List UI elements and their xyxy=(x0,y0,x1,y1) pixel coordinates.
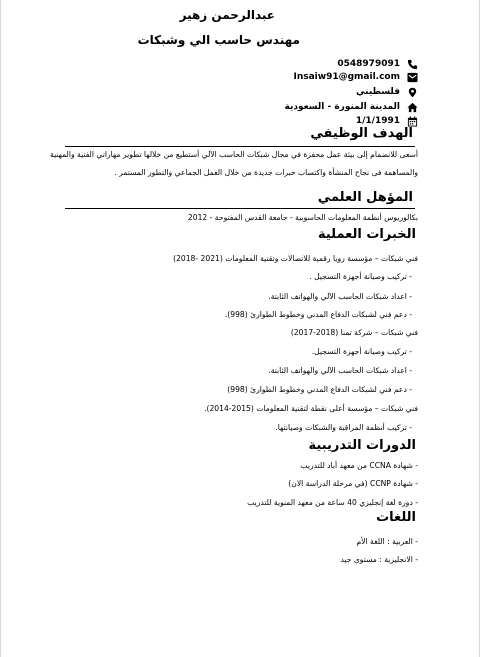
language-line: - الانجليزية : مستوى جيد xyxy=(340,555,418,564)
education-heading: المؤهل العلمي xyxy=(317,190,413,205)
location-pin-icon xyxy=(406,86,418,98)
job-title: مهندس حاسب الي وشبكات xyxy=(137,33,300,47)
experience-line: - تركيب وصيانة أجهزة التسجيل . xyxy=(309,272,412,281)
phone-number: 0548979091 xyxy=(337,59,400,69)
course-line: - دورة لغة إنجليزي 40 ساعة من معهد المنوية للتدريب xyxy=(247,498,418,507)
email-address: Insaiw91@gmail.com xyxy=(293,72,400,82)
page-left-edge xyxy=(0,0,1,657)
experience-heading: الخبرات العملية xyxy=(317,227,416,242)
person-name: عبدالرحمن زهير xyxy=(179,8,275,22)
contact-nationality xyxy=(356,86,418,98)
objective-rule xyxy=(65,146,415,147)
education-rule xyxy=(65,208,415,209)
courses-heading: الدورات التدريبية xyxy=(308,438,416,453)
experience-line: فني شبكات – مؤسسة أعلى نقطة لتقنية المعلومات (2015-2014). xyxy=(204,404,418,413)
experience-line: - اعداد شبكات الحاسب الآلي والهواتف الثابتة. xyxy=(268,292,412,301)
email-icon xyxy=(406,71,418,83)
experience-line: فني شبكات – مؤسسة رويا رقمية للاتصالات وتقنية المعلومات (2021 -2018) xyxy=(173,254,418,263)
language-line: - العربية : اللغة الأم xyxy=(356,537,418,546)
experience-line: - دعم فني لشبكات الدفاع المدني وخطوط الطوارئ (998). xyxy=(224,310,412,319)
phone-icon xyxy=(406,58,418,70)
education-line-1: بكالوريوس أنظمة المعلومات الحاسوبية - جامعة القدس المفتوحة - 2012 xyxy=(187,213,418,222)
contact-phone xyxy=(337,58,418,70)
objective-line-2: والمساهمة فى نجاح المنشأة واكتساب خبرات جديدة من خلال العمل الجماعي والتطور المستمر . xyxy=(114,168,418,177)
home-icon xyxy=(406,101,418,113)
experience-line: فني شبكات – شركة تمنا (2018-2017) xyxy=(290,328,418,337)
experience-line: - تركيب وصيانة أجهزة التسجيل. xyxy=(311,347,412,356)
nationality: فلسطيني xyxy=(356,87,400,97)
objective-heading: الهدف الوظيفي xyxy=(310,126,413,141)
address: المدينة المنورة - السعودية xyxy=(284,102,400,112)
contact-email xyxy=(294,71,419,83)
experience-line: - دعم فني لشبكات الدفاع المدني وخطوط الطوارئ (998) xyxy=(227,385,412,394)
objective-line-1: أسعى للانضمام إلى بيئة عمل محفزة في مجال شبكات الحاسب الآلي أستطيع من خلالها تطوير مهاراتي الفنية والمهنية xyxy=(50,150,418,159)
course-line: - شهادة CCNA من معهد أباد للتدريب xyxy=(300,461,418,470)
birthdate: 1/1/1991 xyxy=(355,116,400,126)
experience-line: - اعداد شبكات الحاسب الآلي والهواتف الثابتة. xyxy=(268,366,412,375)
course-line: - شهادة CCNP (في مرحلة الدراسة الان) xyxy=(288,479,418,488)
languages-heading: اللغات xyxy=(376,510,416,525)
experience-line: - تركيب أنظمة المراقبة والشبكات وصيانتها. xyxy=(275,423,412,432)
contact-address xyxy=(285,101,418,113)
